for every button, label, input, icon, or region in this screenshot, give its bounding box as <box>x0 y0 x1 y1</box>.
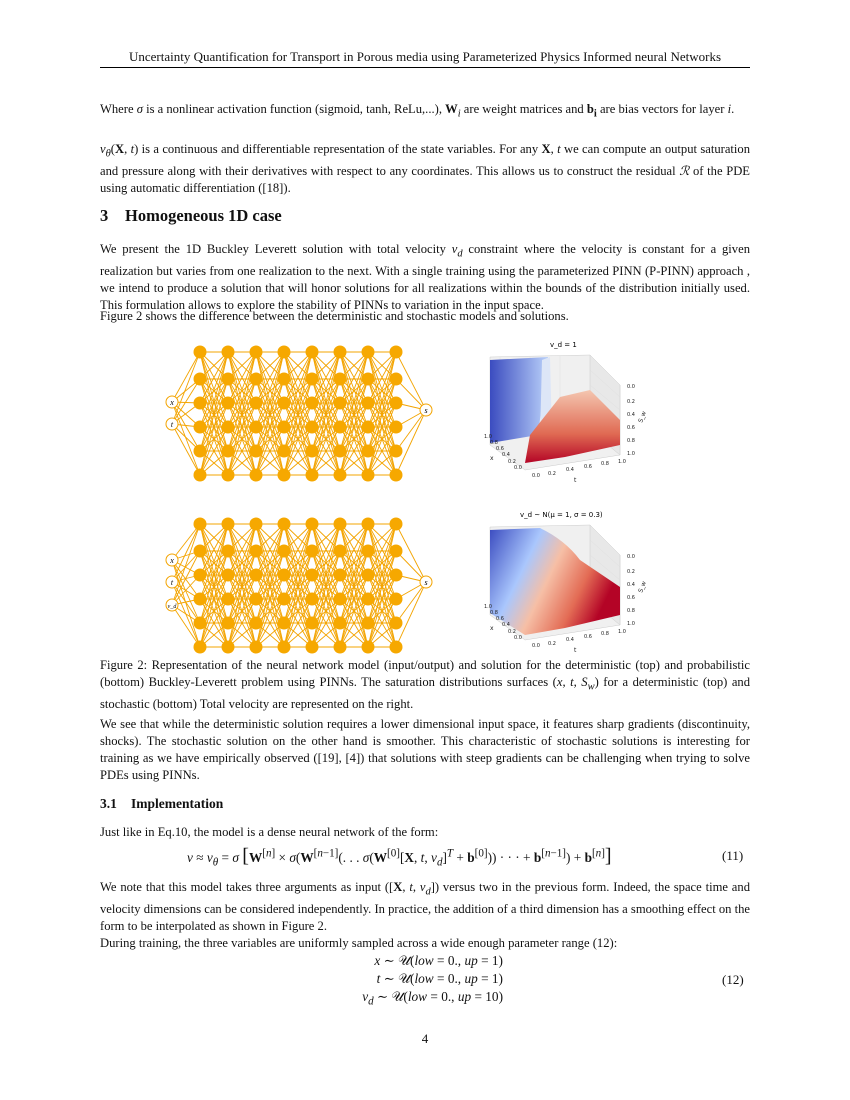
neuron <box>390 593 403 606</box>
svg-text:0.0: 0.0 <box>627 384 635 390</box>
paragraph-activation: Where σ is a nonlinear activation function (sigmoid, tanh, ReLu,...), $W_i$ are weight matrices and $b_i$ are bias vectors for layer i. <box>100 102 735 120</box>
neuron <box>306 641 319 654</box>
page-number: 4 <box>421 1031 429 1046</box>
section-heading: 3 Homogeneous 1D case <box>100 206 282 225</box>
neuron <box>390 346 403 359</box>
neuron <box>334 569 347 582</box>
svg-text:0.6: 0.6 <box>584 464 592 470</box>
svg-text:1.0: 1.0 <box>484 434 492 440</box>
neuron <box>194 518 207 531</box>
neuron <box>278 346 291 359</box>
neuron <box>222 545 235 558</box>
neuron <box>306 617 319 630</box>
neuron <box>250 545 263 558</box>
neuron <box>194 617 207 630</box>
svg-text:0.4: 0.4 <box>627 582 635 588</box>
neuron <box>222 641 235 654</box>
neuron <box>194 373 207 386</box>
svg-text:0.8: 0.8 <box>627 438 635 444</box>
svg-text:0.6: 0.6 <box>627 425 635 431</box>
svg-text:x: x <box>490 625 494 632</box>
figure-caption: Figure 2: Representation of the neural network model (input/output) and solution for the deterministic (top) and probabilistic (bottom) Buckley-Leverett problem using PINNs. The saturation distributions surfaces (x, t, $S_w$) for a deterministic (top) and stochastic (bottom) Total velocity are represented on the right. <box>100 658 751 711</box>
svg-text:0.0: 0.0 <box>514 465 522 471</box>
neuron <box>306 569 319 582</box>
neuron <box>334 641 347 654</box>
neuron <box>390 641 403 654</box>
svg-text:t: t <box>574 647 577 654</box>
svg-text:0.2: 0.2 <box>508 459 516 465</box>
svg-text:0.8: 0.8 <box>490 440 498 446</box>
neuron <box>250 569 263 582</box>
neuron <box>362 545 375 558</box>
svg-text:0.6: 0.6 <box>496 616 504 622</box>
neuron <box>278 593 291 606</box>
neuron <box>334 617 347 630</box>
neuron <box>306 421 319 434</box>
neuron <box>194 593 207 606</box>
svg-text:0.8: 0.8 <box>490 610 498 616</box>
neuron <box>334 593 347 606</box>
surface-plot-bottom <box>470 505 660 655</box>
neuron <box>306 373 319 386</box>
neuron <box>194 545 207 558</box>
neuron <box>362 518 375 531</box>
paragraph-section3: We present the 1D Buckley Leverett solution with total velocity $v_d$ constraint where the velocity is constant for a given realization but varies from one realization to the next. With a single training using the parameterized PINN (P-PINN) approach , we intend to produce a solution that will honor solutions for all realizations within the bounds of the distribution initially used. This formulation allows to explore the stability of PINNs to variation in the input space. <box>100 242 750 312</box>
neuron <box>222 445 235 458</box>
neuron <box>250 373 263 386</box>
neuron <box>250 421 263 434</box>
neuron <box>250 518 263 531</box>
input-label: t <box>170 420 174 429</box>
paragraph-discussion: We see that while the deterministic solution requires a lower dimensional input space, it features sharp gradients (discontinuity, shocks). The stochastic solution on the other hand is smoother. This characteristic of stochastic solutions is interesting for training as we have empirically observed ([19], [4]) that solutions with steep gradients can be challenging when trying to solve PDEs using PINNs. <box>100 717 750 782</box>
svg-text:0.4: 0.4 <box>566 467 574 473</box>
neuron <box>306 346 319 359</box>
neuron <box>362 346 375 359</box>
svg-text:0.0: 0.0 <box>627 554 635 560</box>
svg-text:0.6: 0.6 <box>496 446 504 452</box>
neuron <box>362 421 375 434</box>
equation-12-line-vd: $v_d$ ∼ 𝒰(low = 0., up = 10) <box>362 989 503 1008</box>
paragraph-representation: $\nu_\theta(X$, t) is a continuous and differentiable representation of the state variables. For any X, t we can compute an output saturation and pressure along with their derivatives with respect to any coordinates. This allows us to construct the residual ℛ of the PDE using automatic differentiation ([18]). <box>100 142 751 195</box>
neuron <box>334 421 347 434</box>
neuron <box>278 373 291 386</box>
svg-text:0.2: 0.2 <box>548 641 556 647</box>
neuron <box>194 641 207 654</box>
neuron <box>390 421 403 434</box>
neuron <box>306 397 319 410</box>
neuron <box>278 518 291 531</box>
neuron <box>194 346 207 359</box>
svg-text:0.0: 0.0 <box>532 473 540 479</box>
neuron <box>222 518 235 531</box>
network-diagram-top <box>160 340 440 490</box>
svg-text:0.4: 0.4 <box>566 637 574 643</box>
neuron <box>250 397 263 410</box>
neuron <box>390 397 403 410</box>
svg-text:x: x <box>490 455 494 462</box>
neuron <box>390 569 403 582</box>
output-label: s <box>424 578 428 587</box>
svg-text:1.0: 1.0 <box>618 459 626 465</box>
neuron <box>250 469 263 482</box>
svg-text:0.4: 0.4 <box>627 412 635 418</box>
input-label: x <box>170 556 174 565</box>
surface-plot-top <box>470 335 660 485</box>
svg-text:0.2: 0.2 <box>627 399 635 405</box>
neuron <box>250 346 263 359</box>
surface-title-top: v_d = 1 <box>550 341 577 349</box>
neuron <box>194 421 207 434</box>
neuron <box>306 545 319 558</box>
neuron <box>278 617 291 630</box>
neuron <box>194 569 207 582</box>
neuron <box>222 421 235 434</box>
svg-text:0.0: 0.0 <box>514 635 522 641</box>
neuron <box>222 469 235 482</box>
svg-text:0.6: 0.6 <box>627 595 635 601</box>
input-label: t <box>170 578 174 587</box>
neuron <box>390 617 403 630</box>
neuron <box>306 518 319 531</box>
svg-text:0.4: 0.4 <box>502 452 510 458</box>
svg-text:0.6: 0.6 <box>584 634 592 640</box>
input-label: v_d <box>167 604 177 610</box>
neuron <box>278 397 291 410</box>
neuron <box>278 569 291 582</box>
neuron <box>390 518 403 531</box>
svg-text:t: t <box>574 477 577 484</box>
header-rule <box>100 67 750 68</box>
neuron <box>362 617 375 630</box>
neuron <box>362 569 375 582</box>
neuron <box>362 373 375 386</box>
paragraph-three-args: We note that this model takes three arguments as input ([X, t, $v_d$]) versus two in the previous form. Indeed, the space time and velocity dimensions can be considered independently. In practice, the addition of a third dimension has a smoothing effect on the form to be interpolated as shown in Figure 2. <box>100 880 750 933</box>
neuron <box>306 445 319 458</box>
neuron <box>334 397 347 410</box>
neuron <box>278 469 291 482</box>
neuron <box>334 469 347 482</box>
neuron <box>222 593 235 606</box>
neuron <box>306 469 319 482</box>
neuron <box>278 421 291 434</box>
neuron <box>390 469 403 482</box>
neuron <box>362 397 375 410</box>
svg-text:0.0: 0.0 <box>532 643 540 649</box>
neuron <box>222 569 235 582</box>
equation-12-line-t: t ∼ 𝒰(low = 0., up = 1) <box>376 971 503 986</box>
neuron <box>362 469 375 482</box>
equation-12-line-x: x ∼ 𝒰(low = 0., up = 1) <box>374 953 503 968</box>
neuron <box>334 445 347 458</box>
neuron <box>278 641 291 654</box>
subsection-heading: 3.1 Implementation <box>100 796 224 811</box>
neuron <box>362 641 375 654</box>
input-label: x <box>170 398 174 407</box>
neuron <box>194 469 207 482</box>
neuron <box>334 545 347 558</box>
equation-11: $\nu \approx \nu_\theta = \sigma$ [W[n] × σ(W[n−1](. . . σ(W[0][X, t, $v_d]^T + b[0]$)) · · · + b[n−1]) + b[n]] <box>187 845 612 869</box>
neuron <box>222 373 235 386</box>
equation-11-number: (11) <box>722 848 744 863</box>
svg-text:S_w: S_w <box>637 580 648 594</box>
neuron <box>222 617 235 630</box>
paragraph-model-form: Just like in Eq.10, the model is a dense neural network of the form: <box>100 825 439 839</box>
equation-12-number: (12) <box>722 972 744 987</box>
svg-text:0.8: 0.8 <box>601 631 609 637</box>
z-ticks-bottom <box>627 554 648 627</box>
neuron <box>390 545 403 558</box>
neuron <box>250 617 263 630</box>
svg-text:0.2: 0.2 <box>627 569 635 575</box>
neuron <box>222 346 235 359</box>
svg-text:1.0: 1.0 <box>627 451 635 457</box>
svg-text:0.8: 0.8 <box>601 461 609 467</box>
surface-title-bottom: v_d ~ N(μ = 1, σ = 0.3) <box>520 511 603 519</box>
neuron <box>250 641 263 654</box>
neuron <box>194 397 207 410</box>
neuron <box>278 445 291 458</box>
svg-text:0.8: 0.8 <box>627 608 635 614</box>
paragraph-sampling: During training, the three variables are uniformly sampled across a wide enough parameter range (12): <box>100 936 618 950</box>
svg-text:0.4: 0.4 <box>502 622 510 628</box>
paragraph-figure-ref: Figure 2 shows the difference between the deterministic and stochastic models and solutions. <box>100 309 569 323</box>
neuron <box>222 397 235 410</box>
neuron <box>334 346 347 359</box>
network-diagram-bottom <box>160 512 440 662</box>
neuron <box>334 518 347 531</box>
neuron <box>334 373 347 386</box>
neuron <box>250 593 263 606</box>
neuron <box>194 445 207 458</box>
svg-text:S_w: S_w <box>637 410 648 424</box>
neuron <box>390 445 403 458</box>
svg-text:1.0: 1.0 <box>618 629 626 635</box>
svg-text:1.0: 1.0 <box>484 604 492 610</box>
output-label: s <box>424 406 428 415</box>
z-ticks-top <box>627 384 648 457</box>
svg-text:0.2: 0.2 <box>548 471 556 477</box>
neuron <box>362 445 375 458</box>
svg-text:0.2: 0.2 <box>508 629 516 635</box>
neuron <box>250 445 263 458</box>
neuron <box>306 593 319 606</box>
neuron <box>390 373 403 386</box>
neuron <box>362 593 375 606</box>
running-header: Uncertainty Quantification for Transport in Porous media using Parameterized Physics Informed neural Networks <box>128 49 722 64</box>
svg-text:1.0: 1.0 <box>627 621 635 627</box>
neuron <box>278 545 291 558</box>
